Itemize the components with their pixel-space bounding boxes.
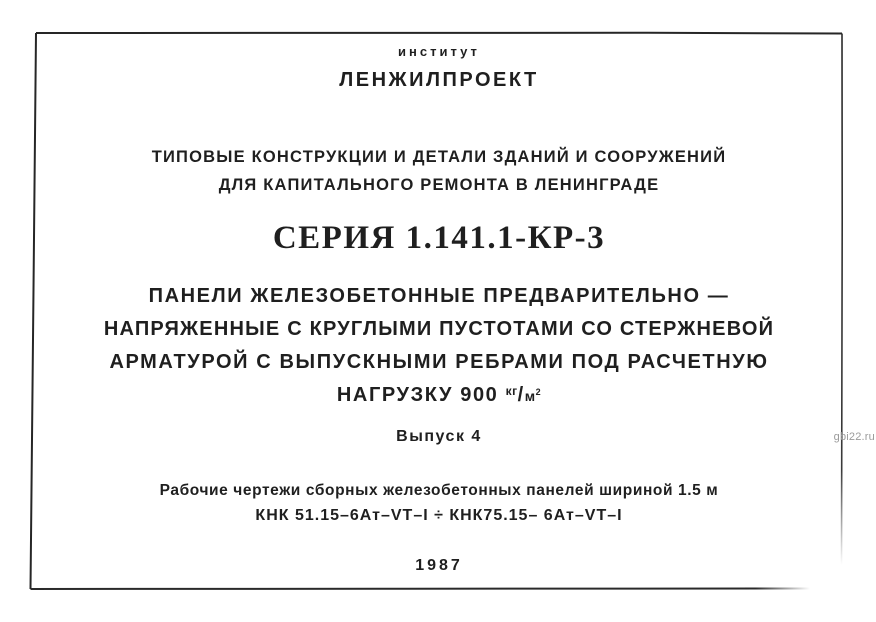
issue-number: Выпуск 4 [396, 428, 482, 445]
panel-code-range: КНК 51.15–6Ат–VT–I ÷ КНК75.15– 6Ат–VT–I [255, 507, 623, 524]
subject-line-3: АРМАТУРОЙ С ВЫПУСКНЫМИ РЕБРАМИ ПОД РАСЧЕТНУЮ [109, 351, 769, 373]
institute-label: институт [398, 44, 480, 59]
load-unit-exponent: 2 [535, 387, 542, 397]
subject-line-4 [36, 384, 842, 407]
series-title: СЕРИЯ 1.141.1-КР-3 [272, 220, 606, 256]
doc-type-line-1: ТИПОВЫЕ КОНСТРУКЦИИ И ДЕТАЛИ ЗДАНИЙ И СООРУЖЕНИЙ [151, 148, 727, 166]
load-value: НАГРУЗКУ 900 [336, 384, 506, 406]
doc-type-line-2: ДЛЯ КАПИТАЛЬНОГО РЕМОНТА В ЛЕНИНГРАДЕ [218, 176, 660, 194]
institute-name: ЛЕНЖИЛПРОЕКТ [339, 69, 539, 91]
site-watermark: gbi22.ru [833, 431, 875, 443]
subject-line-1: ПАНЕЛИ ЖЕЛЕЗОБЕТОННЫЕ ПРЕДВАРИТЕЛЬНО — [148, 285, 730, 307]
load-unit-numerator: кг [505, 384, 518, 398]
working-drawings-line: Рабочие чертежи сборных железобетонных панелей шириной 1.5 м [159, 482, 719, 499]
publication-year: 1987 [415, 557, 463, 574]
load-unit-slash: / [517, 384, 525, 406]
load-unit-denominator: м [524, 388, 536, 404]
subject-line-2: НАПРЯЖЕННЫЕ С КРУГЛЫМИ ПУСТОТАМИ СО СТЕРЖНЕВОЙ [103, 318, 775, 340]
